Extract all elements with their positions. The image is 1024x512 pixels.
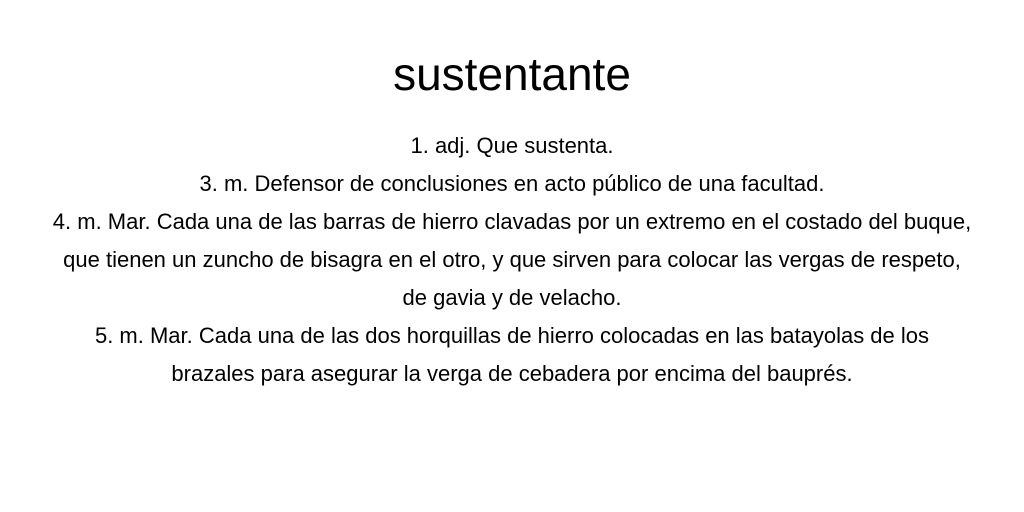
definition-item: 5. m. Mar. Cada una de las dos horquillas de hierro colocadas en las batayolas de los brazales para asegurar la verga de cebadera por encima del bauprés. — [94, 323, 930, 386]
definitions-list — [52, 127, 972, 393]
definition-item: 1. adj. Que sustenta. — [410, 133, 614, 158]
definition-item: 4. m. Mar. Cada una de las barras de hierro clavadas por un extremo en el costado del buque, que tienen un zuncho de bisagra en el otro, y que sirven para colocar las vergas de respeto, de gavia y de velacho. — [52, 209, 972, 310]
headword-title: sustentante — [393, 48, 631, 100]
definition-item: 3. m. Defensor de conclusiones en acto público de una facultad. — [199, 171, 825, 196]
